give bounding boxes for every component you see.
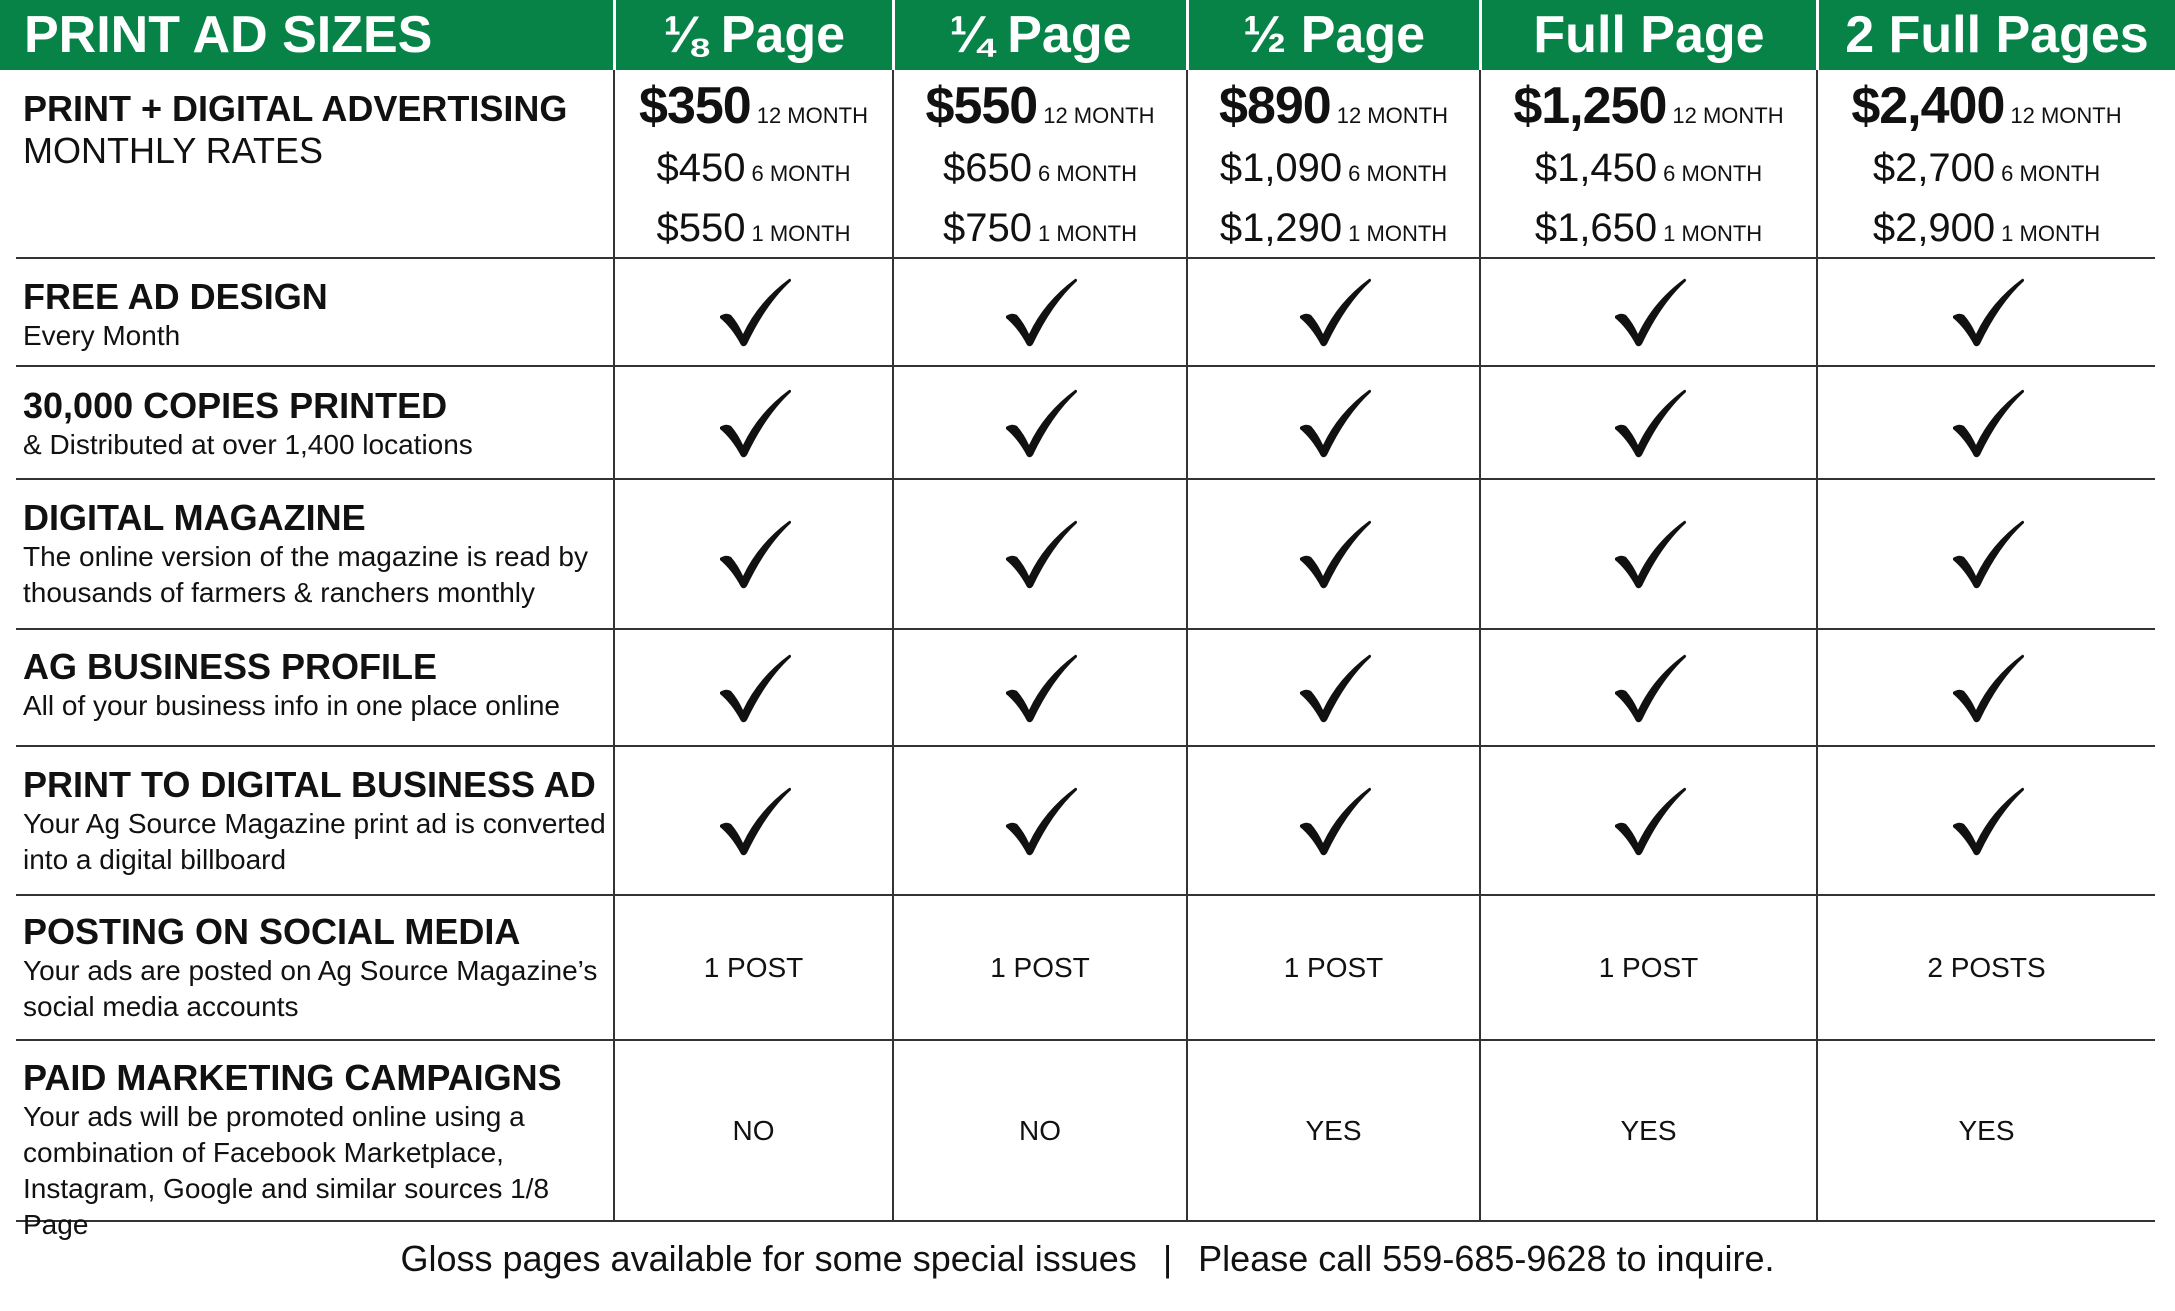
value-cell-full-page bbox=[1481, 367, 1816, 478]
price-amount: $550 bbox=[656, 206, 746, 250]
footer-contact: Please call 559-685-9628 to inquire. bbox=[1198, 1238, 1775, 1279]
value-cell-quarter-page bbox=[894, 630, 1186, 745]
price-6-month bbox=[1481, 146, 1816, 191]
price-term: 1 MONTH bbox=[2001, 221, 2101, 246]
value-cell-eighth-page bbox=[615, 747, 892, 894]
feature-description: Every Month bbox=[23, 320, 181, 351]
value-cell-two-full-pages bbox=[1818, 259, 2155, 365]
value-cell-two-full-pages bbox=[1818, 1041, 2155, 1220]
feature-title: PRINT TO DIGITAL BUSINESS AD bbox=[23, 764, 596, 805]
feature-description: Your ads are posted on Ag Source Magazine’s bbox=[23, 955, 598, 986]
checkmark-icon bbox=[1947, 518, 2027, 590]
value-cell-two-full-pages bbox=[1818, 367, 2155, 478]
price-amount: $1,290 bbox=[1219, 206, 1343, 250]
value-text: 1 POST bbox=[1283, 951, 1384, 983]
price-amount: $2,700 bbox=[1872, 146, 1996, 190]
price-12-month bbox=[1818, 76, 2155, 136]
price-cell-eighth-page bbox=[615, 72, 892, 257]
price-term: 12 MONTH bbox=[1043, 103, 1155, 128]
value-cell-eighth-page bbox=[615, 1041, 892, 1220]
price-term: 12 MONTH bbox=[756, 103, 868, 128]
column-header-full-page: Full Page bbox=[1533, 6, 1765, 64]
value-text: 1 POST bbox=[703, 951, 804, 983]
feature-description: thousands of farmers & ranchers monthly bbox=[23, 577, 536, 608]
price-cell-two-full-pages bbox=[1818, 72, 2155, 257]
value-text: 2 POSTS bbox=[1927, 951, 2046, 983]
price-6-month bbox=[1188, 146, 1479, 191]
feature-description: Your Ag Source Magazine print ad is converted bbox=[23, 808, 606, 839]
price-term: 1 MONTH bbox=[1348, 221, 1448, 246]
feature-description: into a digital billboard bbox=[23, 844, 287, 875]
price-amount: $350 bbox=[639, 77, 751, 135]
feature-description: social media accounts bbox=[23, 991, 299, 1022]
checkmark-icon bbox=[714, 387, 794, 459]
price-amount: $1,250 bbox=[1513, 77, 1667, 135]
column-header-two-full-pages: 2 Full Pages bbox=[1845, 6, 2149, 64]
price-1-month bbox=[1818, 206, 2155, 251]
price-amount: $550 bbox=[925, 77, 1038, 135]
value-cell-eighth-page bbox=[615, 480, 892, 628]
feature-description: Your ads will be promoted online using a bbox=[23, 1101, 525, 1132]
price-term: 6 MONTH bbox=[751, 161, 851, 186]
price-12-month bbox=[1188, 76, 1479, 136]
checkmark-icon bbox=[1609, 785, 1689, 857]
price-term: 12 MONTH bbox=[1672, 103, 1784, 128]
value-cell-half-page bbox=[1188, 367, 1479, 478]
checkmark-icon bbox=[1609, 518, 1689, 590]
feature-social-media bbox=[23, 911, 608, 1025]
value-text: YES bbox=[1958, 1114, 2015, 1146]
value-cell-half-page bbox=[1188, 896, 1479, 1039]
column-header-quarter-page: ¼ Page bbox=[949, 6, 1132, 64]
footer-divider: | bbox=[1162, 1238, 1173, 1279]
checkmark-icon bbox=[1000, 387, 1080, 459]
price-amount: $650 bbox=[943, 146, 1032, 190]
value-text: 1 POST bbox=[990, 951, 1090, 983]
price-amount: $2,400 bbox=[1851, 77, 2005, 135]
pricing-subtitle: MONTHLY RATES bbox=[23, 130, 324, 171]
value-cell-quarter-page bbox=[894, 896, 1186, 1039]
value-cell-full-page bbox=[1481, 1041, 1816, 1220]
feature-title: 30,000 COPIES PRINTED bbox=[23, 385, 448, 426]
feature-title: POSTING ON SOCIAL MEDIA bbox=[23, 911, 521, 952]
value-cell-eighth-page bbox=[615, 259, 892, 365]
value-text: NO bbox=[732, 1114, 775, 1146]
price-1-month bbox=[894, 206, 1186, 251]
feature-ag-business-profile bbox=[23, 646, 608, 724]
price-1-month bbox=[615, 206, 892, 251]
price-amount: $750 bbox=[943, 206, 1032, 250]
feature-print-to-digital bbox=[23, 764, 608, 878]
price-term: 12 MONTH bbox=[2010, 103, 2122, 128]
pricing-title: PRINT + DIGITAL ADVERTISING bbox=[23, 88, 568, 129]
price-term: 6 MONTH bbox=[1348, 161, 1448, 186]
value-cell-half-page bbox=[1188, 480, 1479, 628]
feature-description: Instagram, Google and similar sources 1/8 Page bbox=[23, 1173, 550, 1240]
checkmark-icon bbox=[1609, 652, 1689, 724]
value-text: NO bbox=[1019, 1114, 1061, 1146]
checkmark-icon bbox=[1000, 785, 1080, 857]
price-term: 6 MONTH bbox=[1663, 161, 1763, 186]
value-cell-two-full-pages bbox=[1818, 747, 2155, 894]
checkmark-icon bbox=[1000, 652, 1080, 724]
header-bar bbox=[0, 0, 2175, 70]
value-cell-full-page bbox=[1481, 747, 1816, 894]
checkmark-icon bbox=[1947, 652, 2027, 724]
checkmark-icon bbox=[1609, 387, 1689, 459]
checkmark-icon bbox=[714, 518, 794, 590]
checkmark-icon bbox=[1294, 276, 1374, 348]
value-cell-quarter-page bbox=[894, 259, 1186, 365]
feature-description: All of your business info in one place online bbox=[23, 690, 561, 721]
price-12-month bbox=[894, 76, 1186, 136]
checkmark-icon bbox=[714, 785, 794, 857]
price-amount: $1,450 bbox=[1534, 146, 1658, 190]
value-cell-quarter-page bbox=[894, 747, 1186, 894]
checkmark-icon bbox=[1947, 276, 2027, 348]
price-amount: $450 bbox=[656, 146, 746, 190]
feature-free-ad-design bbox=[23, 276, 608, 354]
checkmark-icon bbox=[1000, 518, 1080, 590]
feature-title: PAID MARKETING CAMPAIGNS bbox=[23, 1057, 562, 1098]
price-term: 1 MONTH bbox=[751, 221, 851, 246]
feature-title: FREE AD DESIGN bbox=[23, 276, 328, 317]
checkmark-icon bbox=[1294, 652, 1374, 724]
value-cell-half-page bbox=[1188, 747, 1479, 894]
checkmark-icon bbox=[1000, 276, 1080, 348]
value-cell-quarter-page bbox=[894, 480, 1186, 628]
header-title: PRINT AD SIZES bbox=[24, 6, 433, 64]
price-12-month bbox=[615, 76, 892, 136]
price-cell-full-page bbox=[1481, 72, 1816, 257]
feature-description: & Distributed at over 1,400 locations bbox=[23, 429, 473, 460]
feature-title: DIGITAL MAGAZINE bbox=[23, 497, 366, 538]
checkmark-icon bbox=[1294, 785, 1374, 857]
price-12-month bbox=[1481, 76, 1816, 136]
value-cell-full-page bbox=[1481, 259, 1816, 365]
column-header-eighth-page: ⅛ Page bbox=[662, 6, 846, 64]
price-term: 1 MONTH bbox=[1663, 221, 1763, 246]
price-cell-half-page bbox=[1188, 72, 1479, 257]
value-cell-full-page bbox=[1481, 480, 1816, 628]
feature-description: The online version of the magazine is read by bbox=[23, 541, 588, 572]
value-cell-two-full-pages bbox=[1818, 480, 2155, 628]
footer-gloss-note: Gloss pages available for some special issues bbox=[400, 1238, 1137, 1279]
feature-description: combination of Facebook Marketplace, bbox=[23, 1137, 504, 1168]
value-text: YES bbox=[1620, 1114, 1677, 1146]
value-cell-eighth-page bbox=[615, 896, 892, 1039]
footer-note bbox=[0, 1238, 2175, 1280]
price-1-month bbox=[1481, 206, 1816, 251]
value-cell-half-page bbox=[1188, 1041, 1479, 1220]
price-amount: $890 bbox=[1219, 77, 1331, 135]
price-amount: $2,900 bbox=[1872, 206, 1996, 250]
value-cell-full-page bbox=[1481, 630, 1816, 745]
value-text: YES bbox=[1305, 1114, 1362, 1146]
checkmark-icon bbox=[1609, 276, 1689, 348]
value-cell-eighth-page bbox=[615, 630, 892, 745]
price-term: 6 MONTH bbox=[2001, 161, 2101, 186]
feature-copies-printed bbox=[23, 385, 608, 463]
price-term: 6 MONTH bbox=[1037, 161, 1137, 186]
price-1-month bbox=[1188, 206, 1479, 251]
value-cell-half-page bbox=[1188, 259, 1479, 365]
pricing-label bbox=[23, 88, 608, 172]
price-6-month bbox=[1818, 146, 2155, 191]
price-term: 1 MONTH bbox=[1037, 221, 1137, 246]
feature-title: AG BUSINESS PROFILE bbox=[23, 646, 438, 687]
value-cell-two-full-pages bbox=[1818, 896, 2155, 1039]
value-text: 1 POST bbox=[1598, 951, 1699, 983]
checkmark-icon bbox=[1294, 518, 1374, 590]
price-amount: $1,650 bbox=[1534, 206, 1658, 250]
column-header-half-page: ½ Page bbox=[1242, 6, 1426, 64]
price-term: 12 MONTH bbox=[1336, 103, 1448, 128]
value-cell-full-page bbox=[1481, 896, 1816, 1039]
value-cell-quarter-page bbox=[894, 367, 1186, 478]
value-cell-two-full-pages bbox=[1818, 630, 2155, 745]
price-6-month bbox=[615, 146, 892, 191]
price-amount: $1,090 bbox=[1219, 146, 1343, 190]
checkmark-icon bbox=[1294, 387, 1374, 459]
feature-paid-marketing bbox=[23, 1057, 608, 1243]
checkmark-icon bbox=[1947, 785, 2027, 857]
checkmark-icon bbox=[714, 652, 794, 724]
price-cell-quarter-page bbox=[894, 72, 1186, 257]
value-cell-quarter-page bbox=[894, 1041, 1186, 1220]
checkmark-icon bbox=[714, 276, 794, 348]
price-6-month bbox=[894, 146, 1186, 191]
checkmark-icon bbox=[1947, 387, 2027, 459]
feature-digital-magazine bbox=[23, 497, 608, 611]
value-cell-eighth-page bbox=[615, 367, 892, 478]
value-cell-half-page bbox=[1188, 630, 1479, 745]
